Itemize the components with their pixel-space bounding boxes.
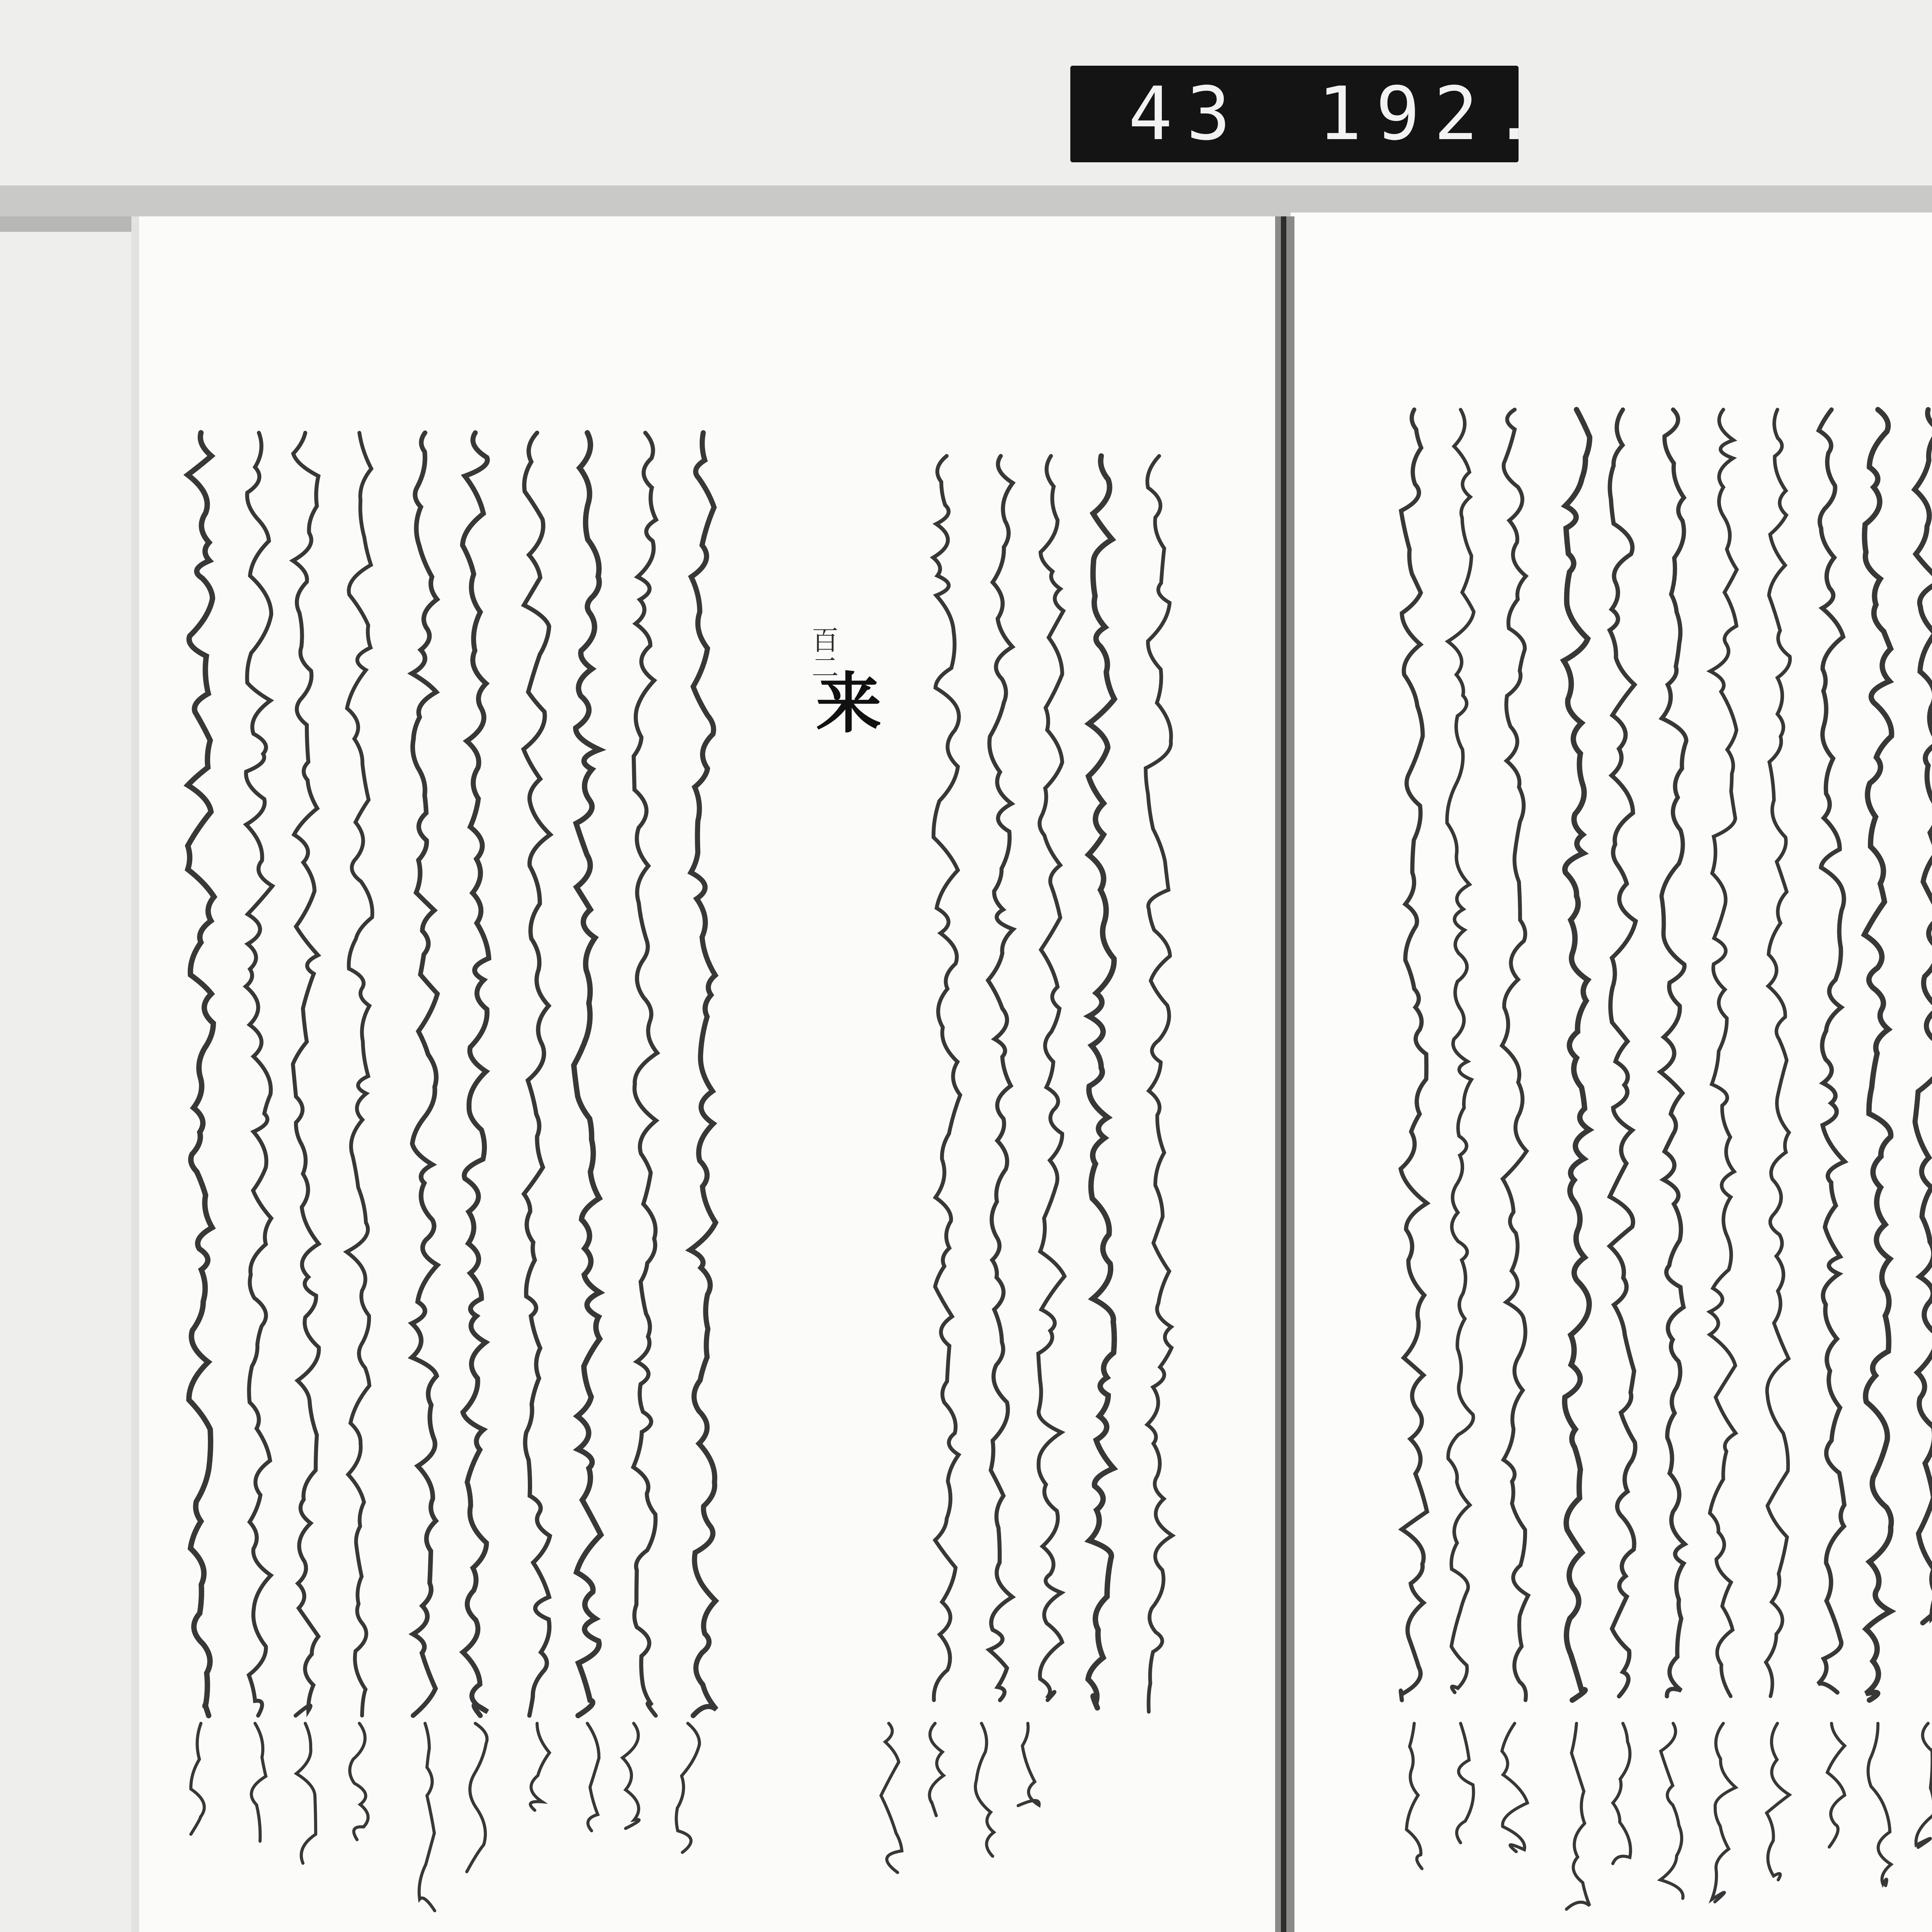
frame-number-plate — [1070, 66, 1550, 162]
page-number: 百二 — [807, 626, 839, 680]
volume-number: 43 — [1128, 71, 1245, 156]
page-heading: 来 — [804, 668, 882, 734]
frame-number: 192. — [1318, 71, 1550, 156]
